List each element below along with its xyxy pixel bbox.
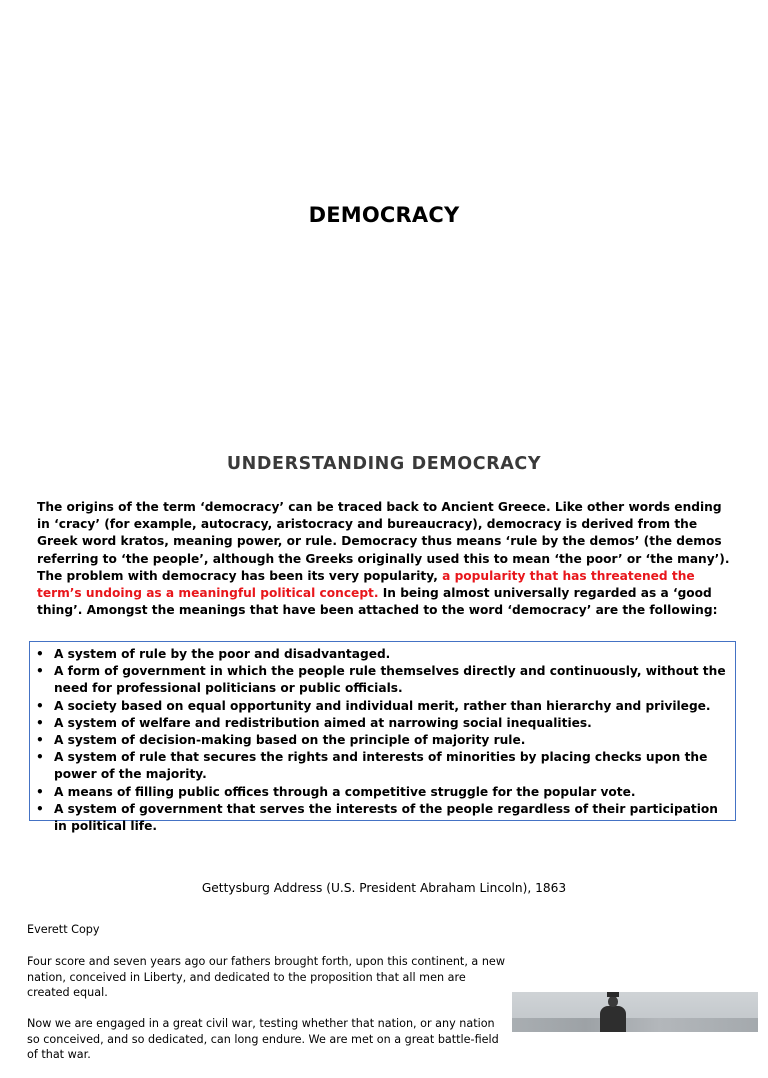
copy-label: Everett Copy [27, 923, 100, 936]
meaning-text: A form of government in which the people rule themselves directly and continuously, without the need for professional politicians or public officials. [54, 664, 726, 696]
intro-problem-lead: The problem with democracy has been its very popularity, [37, 568, 443, 583]
meaning-text: A means of filling public offices through a competitive struggle for the popular vote. [54, 784, 636, 799]
meaning-item [36, 663, 729, 697]
bullet-icon: • [36, 698, 44, 713]
meaning-item [36, 732, 729, 749]
intro-paragraph-origins: The origins of the term ‘democracy’ can be traced back to Ancient Greece. Like other words ending in ‘cracy’ (for example, autocracy, aristocracy and bureaucracy), democracy is derived from the Greek word kratos, meaning power, or rule. Democracy thus means ‘rule by the demos’ (the demos referring to ‘the people’, although the Greeks originally used this to mean ‘the poor’ or ‘the many’). [37, 500, 730, 566]
meaning-text: A system of decision-making based on the principle of majority rule. [54, 733, 526, 748]
meaning-item [36, 801, 729, 835]
meaning-item [36, 749, 729, 783]
intro-text [37, 499, 737, 619]
meaning-text: A society based on equal opportunity and individual merit, rather than hierarchy and privilege. [54, 698, 711, 713]
meanings-list [36, 646, 729, 835]
meaning-item [36, 715, 729, 732]
gettysburg-title: Gettysburg Address (U.S. President Abraham Lincoln), 1863 [201, 881, 567, 895]
page-title: DEMOCRACY [308, 203, 460, 227]
intro-problem-highlight: a popularity that has threatened the term’s undoing as a meaningful political concept. [37, 568, 695, 601]
bullet-icon: • [36, 750, 44, 765]
meaning-item [36, 646, 729, 663]
bullet-icon: • [36, 733, 44, 748]
meaning-text: A system of rule by the poor and disadvantaged. [54, 647, 391, 661]
section-heading: UNDERSTANDING DEMOCRACY [226, 454, 542, 474]
meaning-text: A system of rule that secures the rights and interests of minorities by placing checks upon the power of the majority. [54, 750, 708, 782]
bullet-icon: • [36, 784, 44, 799]
figure-head-shape [608, 996, 618, 1007]
meaning-item [36, 698, 729, 715]
intro-paragraph-problem [37, 568, 737, 620]
address-text [27, 954, 505, 1078]
bullet-icon: • [36, 801, 44, 816]
meanings-box [29, 641, 736, 834]
crowd-shape [512, 1018, 758, 1032]
meaning-item [36, 784, 729, 801]
figure-body-shape [600, 1006, 626, 1032]
intro-problem-tail: In being almost universally regarded as a ‘good thing’. Amongst the meanings that have been attached to the word ‘democracy’ are the following: [37, 586, 718, 618]
address-paragraph: Four score and seven years ago our fathers brought forth, upon this continent, a new nation, conceived in Liberty, and dedicated to the proposition that all men are created equal. [27, 955, 505, 999]
bullet-icon: • [36, 715, 44, 730]
lincoln-photo [512, 992, 758, 1032]
meaning-text: A system of welfare and redistribution aimed at narrowing social inequalities. [54, 715, 592, 730]
bullet-icon: • [36, 647, 44, 661]
bullet-icon: • [36, 664, 44, 679]
address-paragraph: Now we are engaged in a great civil war, testing whether that nation, or any nation so conceived, and so dedicated, can long endure. We are met on a great battle-field of that war. [27, 1017, 499, 1061]
meaning-text: A system of government that serves the interests of the people regardless of their participation in political life. [54, 801, 718, 834]
figure-hat-shape [607, 992, 619, 997]
